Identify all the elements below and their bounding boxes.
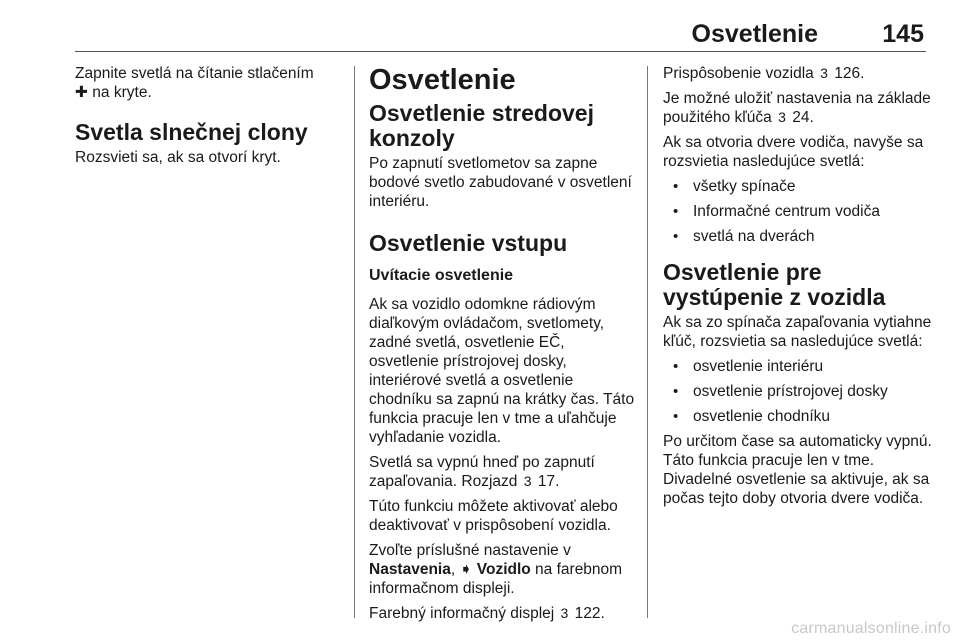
heading-lighting: Osvetlenie [369,64,516,96]
exit-paragraph: Ak sa zo spínača zapaľovania vytiahne kľúč, rozsvietia sa nasledujúce svetlá: [663,314,932,350]
console-paragraph: Po zapnutí svetlometov sa zapne bodové svetlo zabudované v osvetlení interiéru. [369,155,632,210]
settings-label: Nastavenia [369,561,451,578]
page-ref-icon: 3 [560,605,569,621]
heading-welcome-lighting: Uvítacie osvetlenie [369,267,514,284]
heading-console-lighting: Osvetlenie stredovej konzoly [369,100,594,151]
arrow-icon: ➧ [459,561,473,578]
page-ref-link[interactable]: 122 [574,605,601,622]
vehicle-label: Vozidlo [472,561,531,578]
column-divider-1 [354,66,355,618]
reading-light-paragraph: Zapnite svetlá na čítanie stlačením ✚ na kryte. [75,65,314,101]
plus-icon: ✚ [75,84,88,101]
exit-lights-list [663,357,933,426]
select-setting-paragraph: Zvoľte príslušné nastavenie v Nastavenia, ➧ Vozidlo na farebnom informačnom displeji. [369,542,623,597]
driver-door-paragraph: Ak sa otvoria dvere vodiča, navyše sa rozsvietia nasledujúce svetlá: [663,134,924,170]
heading-entry-lighting: Osvetlenie vstupu [369,230,568,256]
column-2 [369,64,635,629]
heading-sun-visor: Svetla slnečnej clony [75,119,308,145]
page-ref-link[interactable]: 126 [834,65,861,82]
activate-paragraph: Túto funkciu môžete aktivovať alebo deaktivovať v prispôsobení vozidla. [369,498,618,534]
list-item: • všetky spínače [663,177,933,196]
page-ref-icon: 3 [820,65,828,81]
watermark: carmanualsonline.info [791,620,951,637]
page-title: Osvetlenie [691,20,818,48]
page-ref-link[interactable]: 17 [537,473,556,490]
list-item: • osvetlenie interiéru [663,357,933,376]
sun-visor-paragraph: Rozsvieti sa, ak sa otvorí kryt. [75,149,281,166]
page-ref-icon: 3 [778,109,786,125]
column-divider-2 [647,66,648,618]
list-item: • osvetlenie chodníku [663,407,933,426]
customization-ref-paragraph: Prispôsobenie vozidla 3 126. [663,65,865,82]
column-1 [75,64,343,173]
lights-off-paragraph: Svetlá sa vypnú hneď po zapnutí zapaľovania. Rozjazd 3 17. [369,454,595,490]
display-ref-paragraph: Farebný informačný displej 3 122. [369,605,605,622]
auto-off-paragraph: Po určitom čase sa automaticky vypnú. Táto funkcia pracuje len v tme. Divadelné osvetlenie sa aktivuje, ak sa počas tejto doby otvoria dvere vodiča. [663,433,932,507]
page-number: 145 [882,20,924,48]
list-item: • osvetlenie prístrojovej dosky [663,382,933,401]
column-3 [663,64,933,514]
page-ref-icon: 3 [523,473,532,489]
key-settings-paragraph: Je možné uložiť nastavenia na základe použitého kľúča 3 24. [663,90,931,126]
page-ref-link[interactable]: 24 [792,109,810,126]
heading-exit-lighting: Osvetlenie pre vystúpenie z vozidla [663,259,886,310]
list-item: • Informačné centrum vodiča [663,202,933,221]
page-header [0,0,960,52]
header-divider [75,51,926,52]
door-lights-list [663,177,933,246]
welcome-paragraph: Ak sa vozidlo odomkne rádiovým diaľkovým ovládačom, svetlomety, zadné svetlá, osvetlenie EČ, osvetlenie prístrojovej dosky, interiérové svetlá a osvetlenie chodníku sa zapnú na krátky čas. Táto funkcia pracuje len v tme a uľahčuje vyhľadanie vozidla. [369,296,635,446]
list-item: • svetlá na dverách [663,227,933,246]
